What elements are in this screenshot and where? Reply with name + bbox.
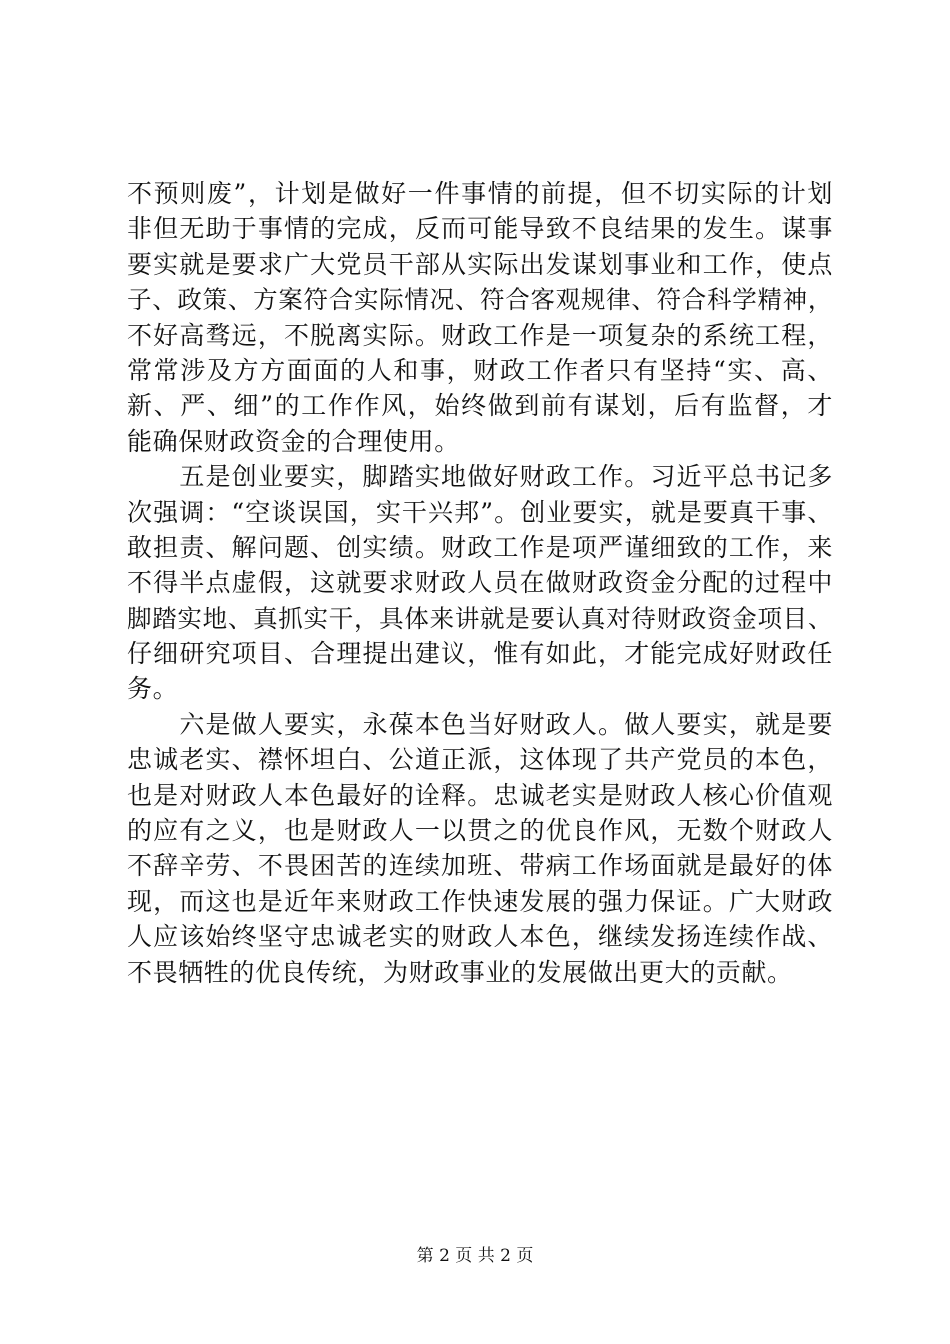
text-line: 不好高骛远，不脱离实际。财政工作是一项复杂的系统工程， [127,320,833,350]
text-line: 仔细研究项目、合理提出建议，惟有如此，才能完成好财政任 [127,639,833,669]
text-line: 要实就是要求广大党员干部从实际出发谋划事业和工作，使点 [127,249,833,279]
text-line: 不得半点虚假，这就要求财政人员在做财政资金分配的过程中 [127,568,833,598]
text-line: 人应该始终坚守忠诚老实的财政人本色，继续发扬连续作战、 [127,922,833,952]
text-line: 不畏牺牲的优良传统，为财政事业的发展做出更大的贡献。 [127,957,793,987]
text-line: 脚踏实地、真抓实干，具体来讲就是要认真对待财政资金项目、 [127,603,833,633]
text-line: 敢担责、解问题、创实绩。财政工作是项严谨细致的工作，来 [127,532,833,562]
text-line: 现，而这也是近年来财政工作快速发展的强力保证。广大财政 [127,886,833,916]
text-line: 次强调：“空谈误国，实干兴邦”。创业要实，就是要真干事、 [127,497,833,527]
text-line: 新、严、细”的工作作风，始终做到前有谋划，后有监督，才 [127,391,833,421]
text-line: 非但无助于事情的完成，反而可能导致不良结果的发生。谋事 [127,214,833,244]
text-line: 务。 [127,674,179,704]
text-line: 不辞辛劳、不畏困苦的连续加班、带病工作场面就是最好的体 [127,851,833,881]
text-line: 五是创业要实，脚踏实地做好财政工作。习近平总书记多 [127,462,833,492]
text-line: 六是做人要实，永葆本色当好财政人。做人要实，就是要 [127,709,833,739]
text-line: 也是对财政人本色最好的诠释。忠诚老实是财政人核心价值观 [127,780,833,810]
text-line: 能确保财政资金的合理使用。 [127,426,460,456]
text-line: 常常涉及方方面面的人和事，财政工作者只有坚持“实、高、 [127,355,833,385]
text-line: 忠诚老实、襟怀坦白、公道正派，这体现了共产党员的本色， [127,745,833,775]
body-text [127,176,833,990]
text-line: 的应有之义，也是财政人一以贯之的优良作风，无数个财政人 [127,816,833,846]
page-footer: 第 2 页 共 2 页 [416,1246,534,1266]
text-line: 不预则废”，计划是做好一件事情的前提，但不切实际的计划 [127,179,833,208]
text-line: 子、政策、方案符合实际情况、符合客观规律、符合科学精神， [127,285,833,315]
